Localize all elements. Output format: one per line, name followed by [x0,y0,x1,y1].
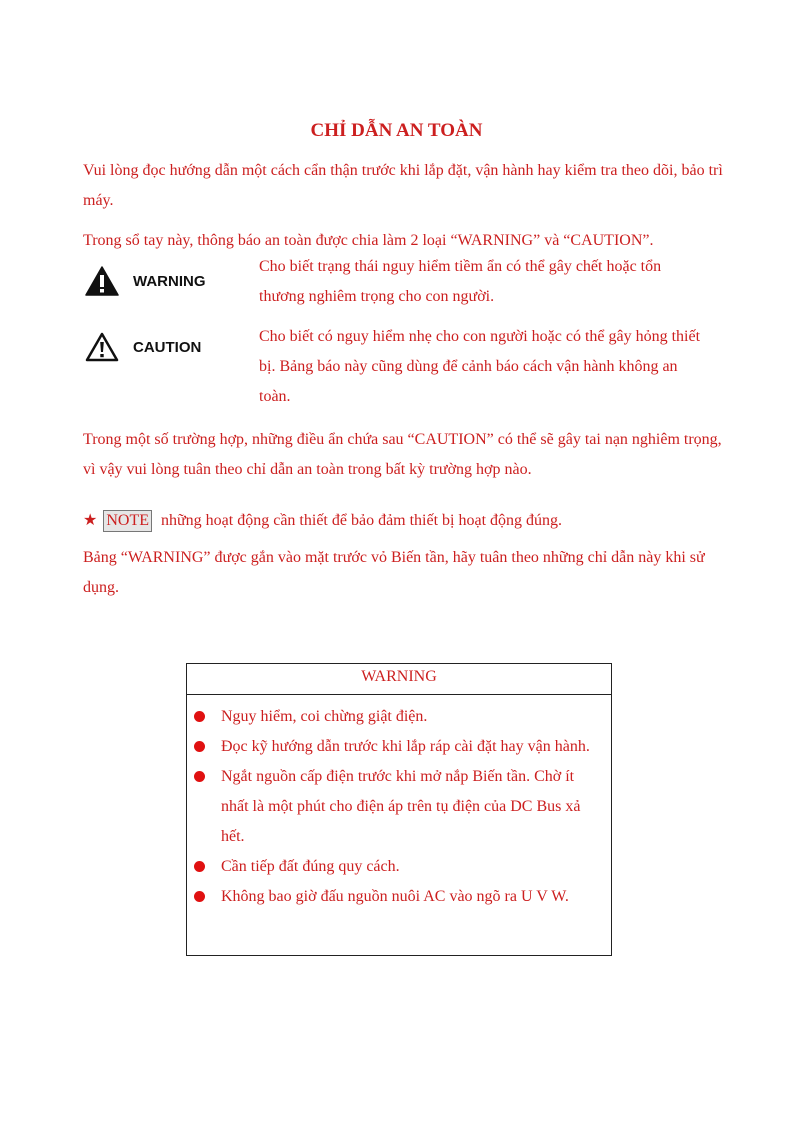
warning-list [187,695,611,912]
warning-item-text: Đọc kỹ hướng dẫn trước khi lắp ráp cài đặt hay vận hành. [221,738,590,755]
warning-item-text: Ngắt nguồn cấp điện trước khi mở nắp Biến tần. Chờ ít nhất là một phút cho điện áp trên tụ điện của DC Bus xả hết. [221,768,581,845]
warning-label-text: WARNING [133,272,206,290]
page-title: CHỈ DẪN AN TOÀN [310,120,483,141]
caution-label-text: CAUTION [133,338,202,356]
warning-item [221,702,601,732]
warning-item [221,882,601,912]
warning-item-text: Không bao giờ đấu nguồn nuôi AC vào ngõ ra U V W. [221,888,569,905]
caution-label [85,332,201,362]
bullet-icon [194,861,205,872]
warning-box-title: WARNING [187,664,611,695]
warning-label [85,266,206,296]
warning-item [221,852,601,882]
warning-description: Cho biết trạng thái nguy hiểm tiềm ẩn có thể gây chết hoặc tổn thương nghiêm trọng cho con người. [259,258,662,305]
intro-paragraph-1: Vui lòng đọc hướng dẫn một cách cẩn thận trước khi lắp đặt, vận hành hay kiểm tra theo dõi, bảo trì máy. [83,162,723,209]
intro-paragraph-2: Trong sổ tay này, thông báo an toàn được chia làm 2 loại “WARNING” và “CAUTION”. [83,232,654,249]
warning-item-text: Nguy hiểm, coi chừng giật điện. [221,708,428,725]
warning-sticker-paragraph: Bảng “WARNING” được gắn vào mặt trước vỏ Biến tần, hãy tuân theo những chỉ dẫn này khi sử dụng. [83,549,705,596]
bullet-icon [194,741,205,752]
caution-description: Cho biết có nguy hiểm nhẹ cho con người hoặc có thể gây hỏng thiết bị. Bảng báo này cũng dùng để cảnh báo cách vận hành không an toàn. [259,328,701,405]
caution-icon [85,332,119,362]
note-line [83,506,562,535]
caution-note-paragraph: Trong một số trường hợp, những điều ẩn chứa sau “CAUTION” có thể sẽ gây tai nạn nghiêm trọng, vì vậy vui lòng tuân theo chỉ dẫn an toàn trong bất kỳ trường hợp nào. [83,431,722,478]
note-text: những hoạt động cần thiết để bảo đảm thiết bị hoạt động đúng. [161,512,563,529]
bullet-icon [194,711,205,722]
warning-item-text: Cần tiếp đất đúng quy cách. [221,858,400,875]
star-icon: ★ [83,510,98,529]
bullet-icon [194,771,205,782]
warning-item [221,762,601,852]
warning-box [186,663,612,956]
warning-icon [85,266,119,296]
warning-item [221,732,601,762]
note-label: NOTE [103,510,152,532]
bullet-icon [194,891,205,902]
